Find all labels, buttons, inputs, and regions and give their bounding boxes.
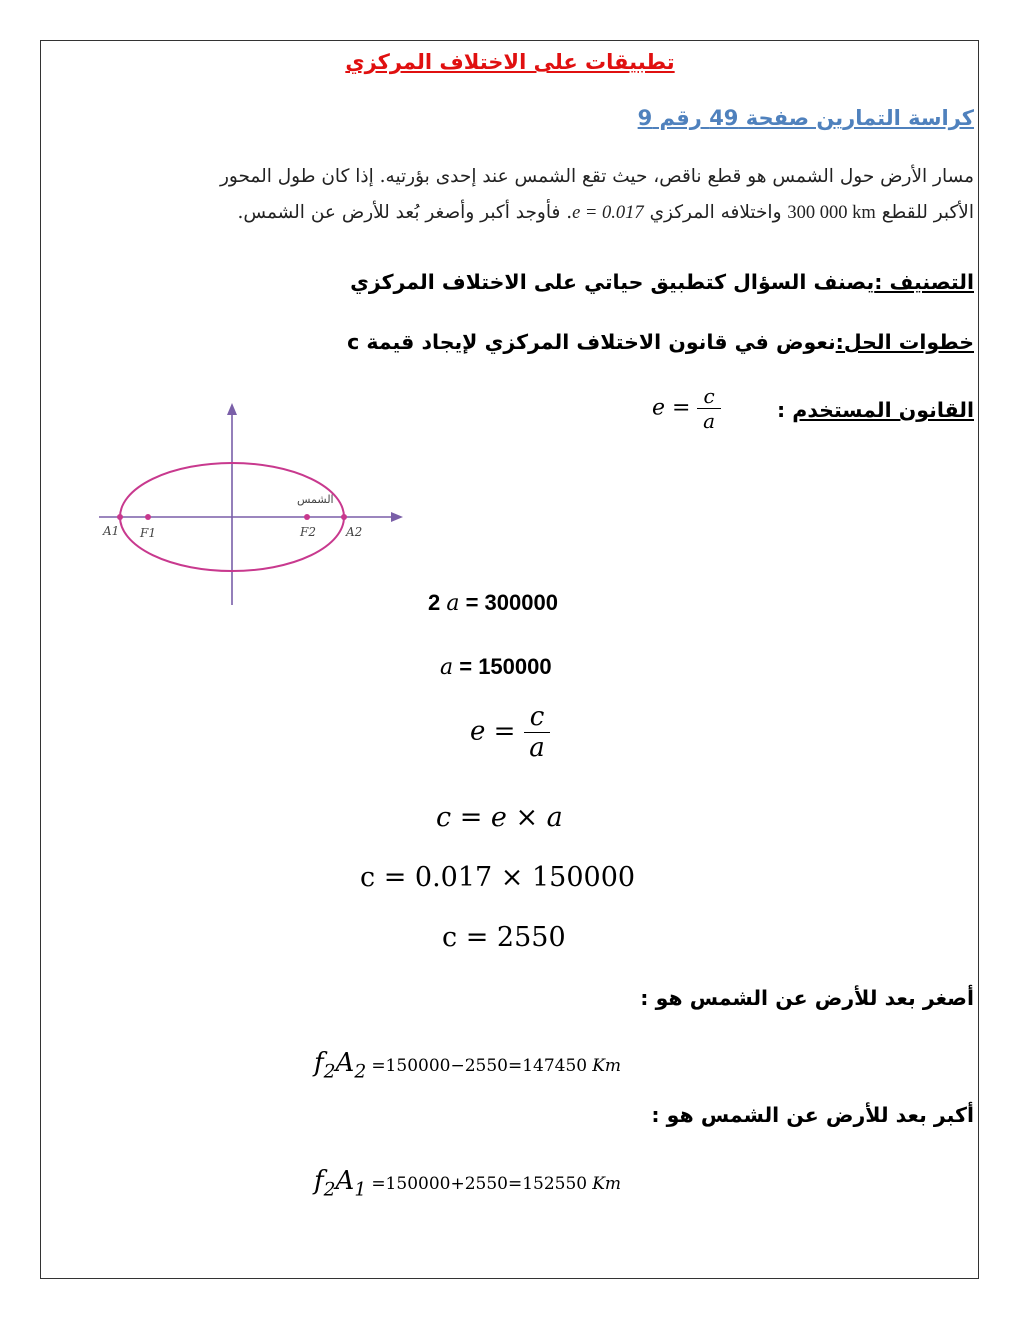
max-distance-value: =150000+2550=152550: [371, 1174, 588, 1194]
major-axis-value: 300 000 km: [787, 203, 876, 223]
eq1-pre: 2: [428, 590, 447, 615]
equation-2a: [428, 590, 558, 616]
min-distance-unit: Km: [592, 1056, 622, 1076]
eq2-var: a: [440, 655, 454, 680]
focus-f1-point: [145, 514, 151, 520]
classification-line: [350, 270, 974, 294]
law-denominator: a: [703, 409, 716, 433]
eq3-denominator: a: [529, 733, 545, 763]
problem-line2-b: واختلافه المركزي: [649, 202, 782, 223]
problem-statement: [64, 159, 974, 231]
equation-c-substitution: c = 0.017 × 150000: [360, 862, 636, 893]
ellipse-diagram: [95, 395, 415, 610]
problem-line2-a: الأكبر للقطع: [881, 202, 974, 223]
min-distance-formula: $f_2A_2 =150000-2550=147450$ Km: [314, 1048, 622, 1083]
label-f2: F2: [300, 525, 316, 539]
problem-line2-c: . فأوجد أكبر وأصغر بُعد للأرض عن الشمس.: [237, 202, 573, 223]
steps-label: خطوات الحل:: [835, 330, 974, 354]
law-colon: :: [776, 398, 786, 422]
eq3-lhs: e =: [470, 716, 516, 747]
y-axis-arrow: [227, 403, 237, 415]
focus-f2-point: [304, 514, 310, 520]
steps-text: نعوض في قانون الاختلاف المركزي لإيجاد قيمة c: [347, 330, 836, 354]
max-distance-label: أكبر بعد للأرض عن الشمس هو :: [651, 1103, 974, 1127]
classification-text: يصنف السؤال كتطبيق حياتي على الاختلاف المركزي: [350, 270, 875, 294]
sun-label: الشمس: [297, 493, 334, 506]
equation-a: [440, 654, 552, 680]
law-label-line: [777, 398, 974, 422]
label-a2: A2: [346, 525, 363, 539]
min-distance-value: =150000−2550=147450: [371, 1056, 588, 1076]
page-title: تطبيقات على الاختلاف المركزي: [345, 50, 675, 74]
x-axis-arrow: [391, 512, 403, 522]
eccentricity-value: e = 0.017: [572, 203, 644, 223]
vertex-a2-point: [341, 514, 347, 520]
eq3-numerator: c: [524, 702, 551, 733]
steps-line: [347, 330, 974, 354]
label-a1: A1: [103, 524, 120, 538]
problem-line1: مسار الأرض حول الشمس هو قطع ناقص، حيث تقع الشمس عند إحدى بؤرتيه. إذا كان طول المحور: [219, 166, 974, 187]
equation-e-fraction: [470, 702, 550, 763]
law-numerator: c: [697, 384, 720, 409]
max-distance-unit: Km: [592, 1174, 622, 1194]
max-distance-formula: $f_2A_1 =150000+2550=152550$ Km: [314, 1166, 622, 1201]
law-label: القانون المستخدم: [792, 398, 974, 422]
vertex-a1-point: [117, 514, 123, 520]
eq1-var: a: [446, 591, 460, 616]
eq2-post: = 150000: [453, 654, 552, 679]
exercise-reference: كراسة التمارين صفحة 49 رقم 9: [637, 106, 974, 130]
min-distance-label: أصغر بعد للأرض عن الشمس هو :: [640, 986, 974, 1010]
law-lhs: e =: [652, 395, 691, 421]
label-f1: F1: [140, 526, 156, 540]
classification-label: التصنيف :: [874, 270, 974, 294]
equation-c-result: c = 2550: [442, 922, 566, 953]
eq1-post: = 300000: [459, 590, 558, 615]
law-formula: [652, 384, 721, 433]
equation-c-product: c = e × a: [436, 802, 563, 833]
